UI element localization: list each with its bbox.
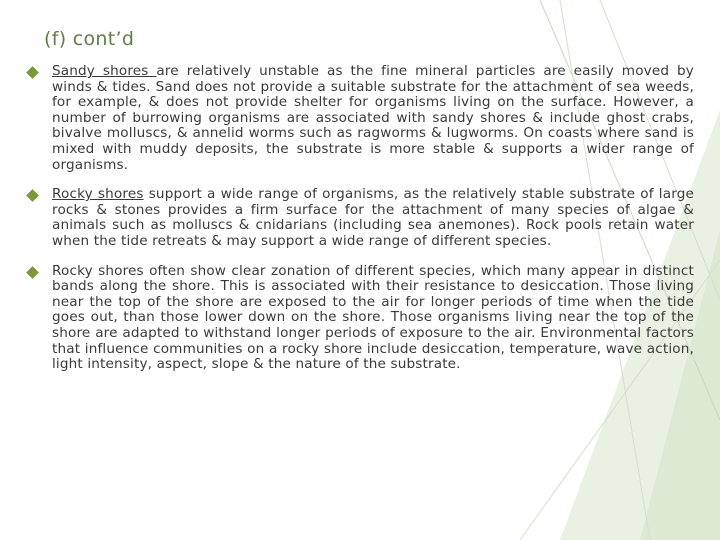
slide-title: (f) cont’d	[44, 28, 135, 50]
bullet-text	[52, 64, 694, 173]
diamond-bullet-icon	[26, 266, 39, 279]
bullet-text	[52, 187, 694, 249]
list-item	[22, 264, 694, 373]
bullet-body-text: are relatively unstable as the fine mineral particles are easily moved by winds & tides. Sand does not provide a suitable substrate for the attachment of sea weeds, for example, & does not provide shelter for organisms living on the surface. However, a number of burrowing organisms are associated with sandy shores & include ghost crabs, bivalve molluscs, & annelid worms such as ragworms & lugworms. On coasts where sand is mixed with muddy deposits, the substrate is more stable & supports a wider range of organisms.	[52, 63, 694, 173]
bullet-lead-text: Sandy shores	[52, 63, 157, 79]
bullet-text	[52, 264, 694, 373]
diamond-bullet-icon	[26, 66, 39, 79]
list-item	[22, 187, 694, 249]
diamond-bullet-icon	[26, 189, 39, 202]
bullet-body-text: Rocky shores often show clear zonation of different species, which many appear in distinct bands along the shore. This is associated with their resistance to desiccation. Those living near the top of the shore are exposed to the air for longer periods of time when the tide goes out, than those lower down on the shore. Those organisms living near the top of the shore are adapted to withstand longer periods of exposure to the air. Environmental factors that influence communities on a rocky shore include desiccation, temperature, wave action, light intensity, aspect, slope & the nature of the substrate.	[52, 262, 694, 373]
bullet-list	[22, 64, 694, 387]
list-item	[22, 64, 694, 173]
bullet-lead-text: Rocky shores	[52, 186, 144, 203]
bullet-body-text: support a wide range of organisms, as the relatively stable substrate of large rocks & stones provides a firm surface for the attachment of many species of algae & animals such as molluscs & cnidarians (including sea anemones). Rock pools retain water when the tide retreats & may support a wide range of different species.	[52, 186, 694, 249]
